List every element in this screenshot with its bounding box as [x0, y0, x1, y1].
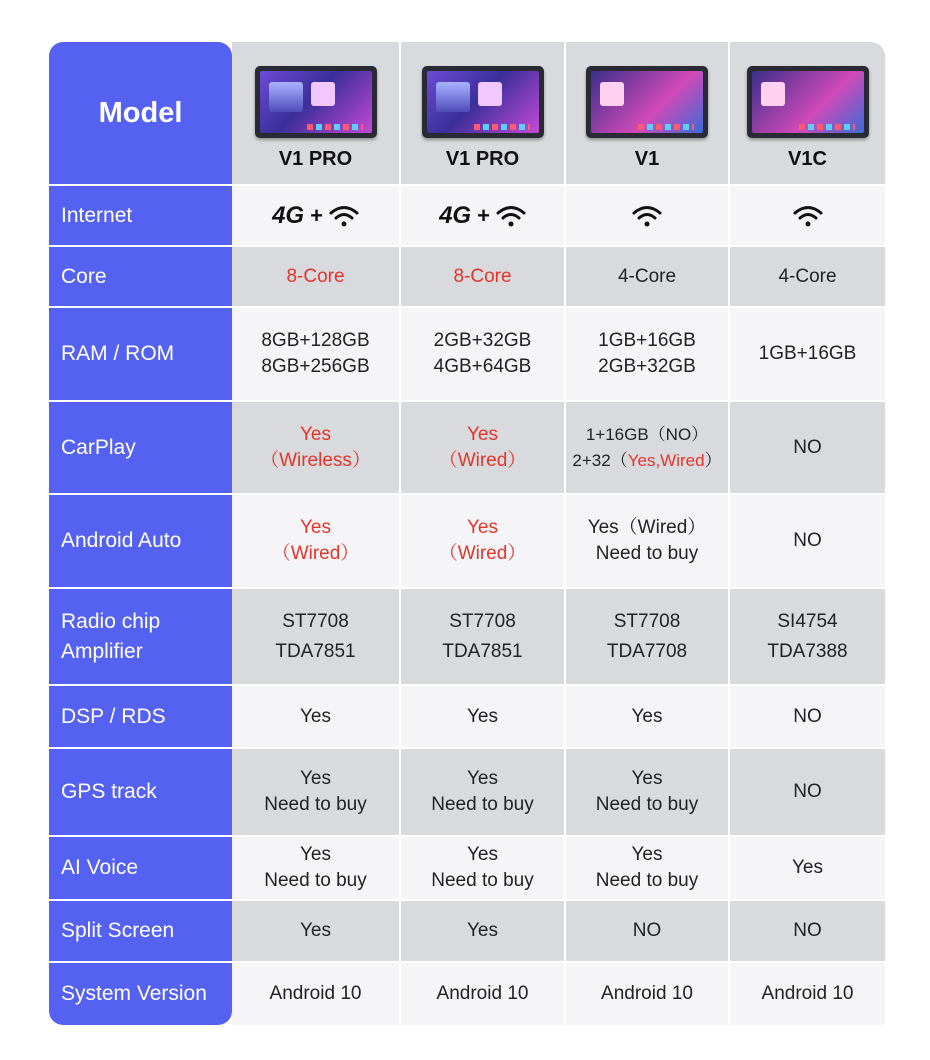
head-unit-image [586, 66, 708, 138]
internet-cell [232, 186, 401, 247]
row-label-ram-rom [49, 308, 232, 402]
model-header-cell [401, 42, 566, 186]
row-radio-amplifier [232, 589, 885, 686]
wifi-icon [793, 204, 823, 228]
label-text: GPS track [61, 780, 157, 803]
row-ai-voice [232, 837, 885, 901]
cell-text: Yes [631, 844, 663, 865]
model-header-cell [730, 42, 885, 186]
row-internet [232, 186, 885, 247]
model-header-label [49, 42, 232, 186]
model-name: V1 PRO [445, 148, 520, 170]
row-label-android-auto [49, 495, 232, 589]
system-version-cell [401, 963, 566, 1025]
row-label-radio-amplifier [49, 589, 232, 686]
label-text: Core [61, 264, 107, 288]
cell-text: 8-Core [453, 265, 512, 287]
row-android-auto [232, 495, 885, 589]
cell-text: Android 10 [436, 983, 529, 1004]
carplay-cell [566, 402, 730, 495]
cell-text: 8GB+128GB [261, 330, 370, 351]
dsp-cell [730, 686, 885, 749]
label-text: DSP / RDS [61, 704, 166, 728]
label-text: Radio chip [61, 609, 161, 633]
cell-text: Yes [467, 920, 498, 941]
label-column [49, 42, 232, 1025]
cell-text: Yes [300, 423, 331, 445]
cell-text: 4-Core [617, 265, 677, 287]
cell-text: TDA7851 [442, 640, 523, 662]
cell-text: TDA7851 [275, 640, 356, 662]
cell-text: Android 10 [761, 983, 854, 1004]
cell-text [572, 448, 721, 474]
cell-text: Yes [467, 844, 498, 865]
system-version-cell [730, 963, 885, 1025]
value-grid [232, 42, 885, 1025]
row-label-core [49, 247, 232, 308]
cell-text: NO [632, 920, 662, 941]
wifi-icon [329, 204, 359, 228]
row-carplay [232, 402, 885, 495]
row-label-dsp-rds [49, 686, 232, 749]
model-name: V1C [788, 148, 827, 170]
label-text: AI Voice [61, 856, 139, 879]
radio-cell [566, 589, 730, 686]
split-screen-cell [730, 901, 885, 963]
cell-text: Yes [792, 857, 823, 878]
cell-text: Yes [467, 517, 498, 538]
cell-text: Need to buy [431, 870, 534, 891]
cell-text: NO [793, 436, 822, 458]
cell-text: Yes [467, 705, 498, 727]
gps-cell [730, 749, 885, 837]
cell-text: 4GB+64GB [433, 356, 532, 377]
4g-icon: 4G [272, 201, 305, 229]
gps-cell [566, 749, 730, 837]
cell-text: Need to buy [595, 794, 699, 815]
row-gps-track [232, 749, 885, 837]
split-screen-cell [401, 901, 566, 963]
radio-cell [730, 589, 885, 686]
row-core [232, 247, 885, 308]
cell-text: Yes [300, 768, 331, 789]
cell-text: NO [793, 781, 822, 802]
label-text: System Version [61, 982, 207, 1005]
cell-text: （Wired） [438, 449, 527, 471]
row-label-ai-voice [49, 837, 232, 901]
cell-text: SI4754 [777, 610, 838, 632]
plus-sign: + [310, 202, 323, 228]
cell-text: 4-Core [778, 265, 837, 287]
cell-text: 8GB+256GB [261, 356, 370, 377]
dsp-cell [401, 686, 566, 749]
4g-icon: 4G [439, 201, 472, 229]
ai-voice-cell [566, 837, 730, 901]
carplay-cell [232, 402, 401, 495]
android-auto-cell [232, 495, 401, 589]
cell-text: Android 10 [269, 983, 362, 1004]
row-label-split-screen [49, 901, 232, 963]
cell-text: Yes [300, 705, 331, 727]
cell-text: 1+16GB（NO） [585, 424, 709, 444]
cell-text-highlight: Yes,Wired [627, 450, 705, 470]
android-auto-cell [730, 495, 885, 589]
gps-cell [232, 749, 401, 837]
dsp-cell [232, 686, 401, 749]
dsp-cell [566, 686, 730, 749]
head-unit-image [747, 66, 869, 138]
core-cell [232, 247, 401, 308]
model-name: V1 PRO [278, 148, 353, 170]
split-screen-cell [566, 901, 730, 963]
comparison-table [49, 42, 885, 1025]
ai-voice-cell [730, 837, 885, 901]
cell-text: 1GB+16GB [598, 330, 696, 351]
label-text: Amplifier [61, 639, 143, 663]
radio-cell [232, 589, 401, 686]
ram-rom-cell [401, 308, 566, 402]
model-header-cell [232, 42, 401, 186]
core-cell [401, 247, 566, 308]
cell-text: Need to buy [431, 794, 534, 815]
cell-text: Yes [631, 705, 663, 727]
cell-text: 2GB+32GB [598, 356, 696, 377]
cell-text: （Wireless） [260, 449, 371, 471]
cell-text: NO [793, 530, 822, 551]
cell-text: NO [793, 705, 822, 727]
android-auto-cell [401, 495, 566, 589]
ram-rom-cell [566, 308, 730, 402]
cell-text: NO [793, 920, 822, 941]
row-ram-rom [232, 308, 885, 402]
split-screen-cell [232, 901, 401, 963]
row-split-screen [232, 901, 885, 963]
model-header-cell [566, 42, 730, 186]
cell-text: Need to buy [595, 870, 699, 891]
cell-text: ST7708 [449, 610, 516, 632]
row-label-gps-track [49, 749, 232, 837]
ram-rom-cell [730, 308, 885, 402]
label-text: Android Auto [61, 529, 182, 552]
cell-text: 2GB+32GB [433, 330, 532, 351]
row-label-carplay [49, 402, 232, 495]
cell-text: TDA7388 [767, 640, 848, 662]
plus-sign: + [477, 202, 490, 228]
ai-voice-cell [232, 837, 401, 901]
cell-text: TDA7708 [606, 640, 688, 662]
cell-text: （Wired） [271, 543, 360, 564]
android-auto-cell [566, 495, 730, 589]
cell-text: Need to buy [264, 794, 367, 815]
label-text: CarPlay [61, 435, 136, 459]
cell-text-suffix: ） [704, 450, 722, 470]
cell-text: Yes [300, 844, 331, 865]
carplay-cell [401, 402, 566, 495]
cell-text-prefix: 2+32（ [572, 450, 628, 470]
cell-text: （Wired） [438, 543, 527, 564]
carplay-cell [730, 402, 885, 495]
cell-text: 1GB+16GB [758, 343, 857, 364]
cell-text: Yes [300, 517, 331, 538]
label-text: Split Screen [61, 919, 175, 942]
cell-text: Need to buy [595, 543, 699, 564]
row-dsp-rds [232, 686, 885, 749]
ram-rom-cell [232, 308, 401, 402]
cell-text: ST7708 [282, 610, 349, 632]
wifi-icon [632, 204, 662, 228]
ai-voice-cell [401, 837, 566, 901]
label-text: Internet [61, 203, 133, 227]
cell-text: ST7708 [613, 610, 681, 632]
cell-text: Yes [467, 423, 498, 445]
system-version-cell [566, 963, 730, 1025]
gps-cell [401, 749, 566, 837]
model-name: V1 [634, 148, 660, 170]
internet-cell [566, 186, 730, 247]
wifi-icon [496, 204, 526, 228]
row-label-internet [49, 186, 232, 247]
label-text: RAM / ROM [61, 342, 175, 365]
cell-text: Yes [631, 768, 663, 789]
cell-text: Need to buy [264, 870, 367, 891]
row-label-system-version [49, 963, 232, 1025]
cell-text: Yes（Wired） [587, 517, 707, 538]
system-version-cell [232, 963, 401, 1025]
cell-text: Yes [300, 920, 331, 941]
core-cell [566, 247, 730, 308]
internet-cell [730, 186, 885, 247]
model-label-text: Model [98, 97, 183, 129]
internet-cell [401, 186, 566, 247]
head-unit-image [422, 66, 544, 138]
header-row [232, 42, 885, 186]
radio-cell [401, 589, 566, 686]
cell-text: Android 10 [601, 983, 693, 1004]
head-unit-image [255, 66, 377, 138]
row-system-version [232, 963, 885, 1025]
core-cell [730, 247, 885, 308]
cell-text: Yes [467, 768, 498, 789]
cell-text: 8-Core [286, 265, 345, 287]
